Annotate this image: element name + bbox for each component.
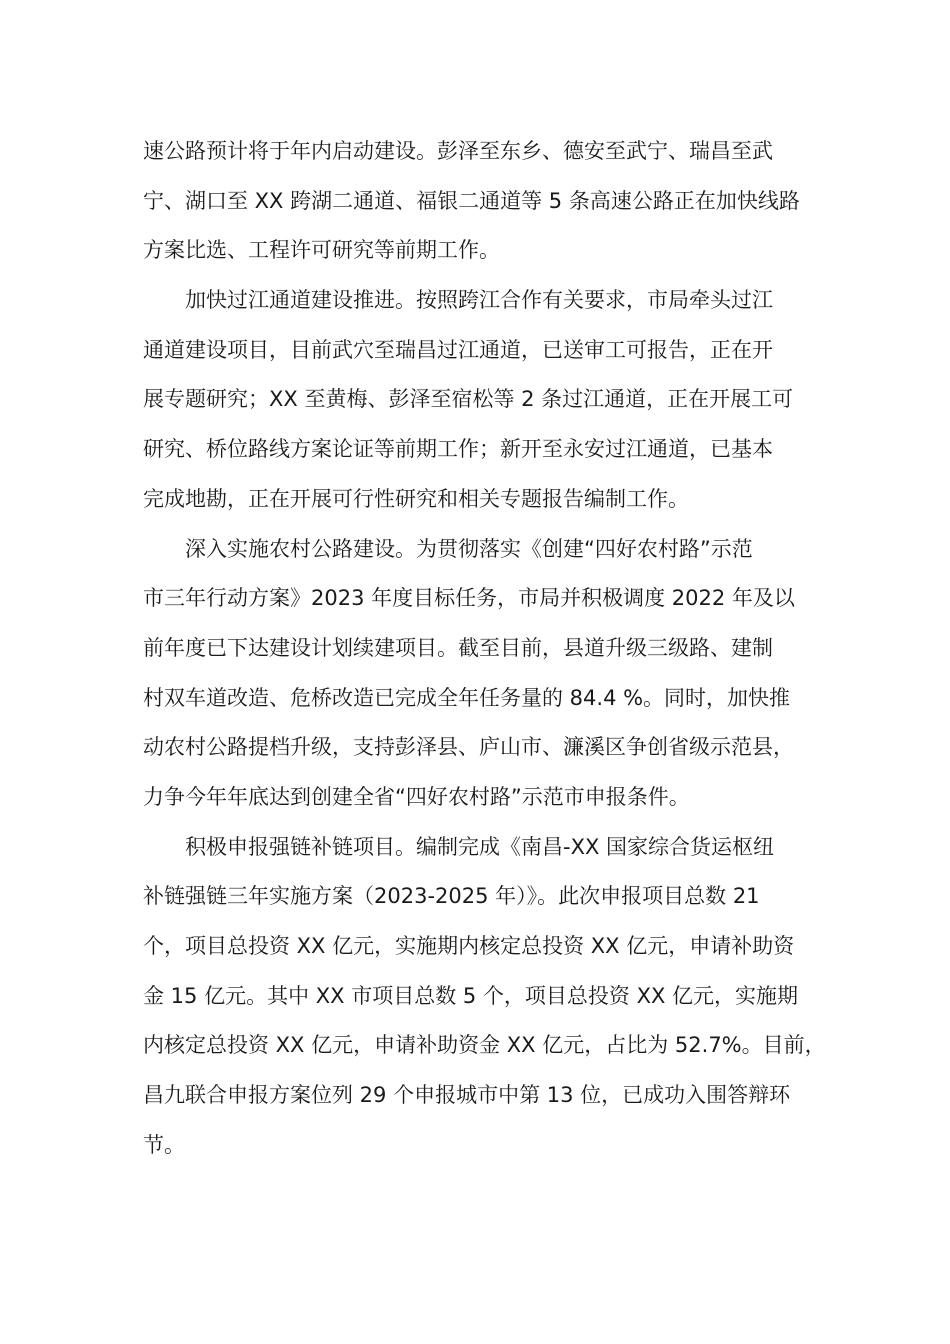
paragraph-2-line-3: 展专题研究；XX 至黄梅、彭泽至宿松等 2 条过江通道，正在开展工可 xyxy=(143,387,794,411)
paragraph-4-line-7: 节。 xyxy=(143,1133,185,1157)
paragraph-4-line-6: 昌九联合申报方案位列 29 个申报城市中第 13 位，已成功入围答辩环 xyxy=(143,1083,791,1107)
paragraph-2-line-1: 加快过江通道建设推进。按照跨江合作有关要求，市局牵头过江 xyxy=(185,288,773,312)
paragraph-4-line-1: 积极申报强链补链项目。编制完成《南昌-XX 国家综合货运枢纽 xyxy=(185,835,775,859)
paragraph-3-line-2: 市三年行动方案》2023 年度目标任务，市局并积极调度 2022 年及以 xyxy=(143,586,795,610)
paragraph-2-line-4: 研究、桥位路线方案论证等前期工作；新开至永安过江通道，已基本 xyxy=(143,437,773,461)
paragraph-1-line-2: 宁、湖口至 XX 跨湖二通道、福银二通道等 5 条高速公路正在加快线路 xyxy=(143,189,800,213)
paragraph-1-line-1: 速公路预计将于年内启动建设。彭泽至东乡、德安至武宁、瑞昌至武 xyxy=(143,139,773,163)
paragraph-4-line-4: 金 15 亿元。其中 XX 市项目总数 5 个，项目总投资 XX 亿元，实施期 xyxy=(143,984,799,1008)
paragraph-2-line-5: 完成地勘，正在开展可行性研究和相关专题报告编制工作。 xyxy=(143,487,689,511)
paragraph-3-line-6: 力争今年年底达到创建全省“四好农村路”示范市申报条件。 xyxy=(143,785,690,809)
paragraph-2-line-2: 通道建设项目，目前武穴至瑞昌过江通道，已送审工可报告，正在开 xyxy=(143,338,773,362)
paragraph-4-line-5: 内核定总投资 XX 亿元，申请补助资金 XX 亿元，占比为 52.7%。目前， xyxy=(143,1033,826,1057)
paragraph-3-line-4: 村双车道改造、危桥改造已完成全年任务量的 84.4 %。同时，加快推 xyxy=(143,686,791,710)
paragraph-4-line-2: 补链强链三年实施方案（2023-2025 年）》。此次申报项目总数 21 xyxy=(143,884,760,908)
paragraph-3-line-5: 动农村公路提档升级，支持彭泽县、庐山市、濂溪区争创省级示范县， xyxy=(143,735,794,759)
paragraph-4-line-3: 个，项目总投资 XX 亿元，实施期内核定总投资 XX 亿元，申请补助资 xyxy=(143,934,795,958)
paragraph-3-line-3: 前年度已下达建设计划续建项目。截至目前，县道升级三级路、建制 xyxy=(143,636,773,660)
paragraph-3-line-1: 深入实施农村公路建设。为贯彻落实《创建“四好农村路”示范 xyxy=(185,537,753,561)
paragraph-1-line-3: 方案比选、工程许可研究等前期工作。 xyxy=(143,238,500,262)
